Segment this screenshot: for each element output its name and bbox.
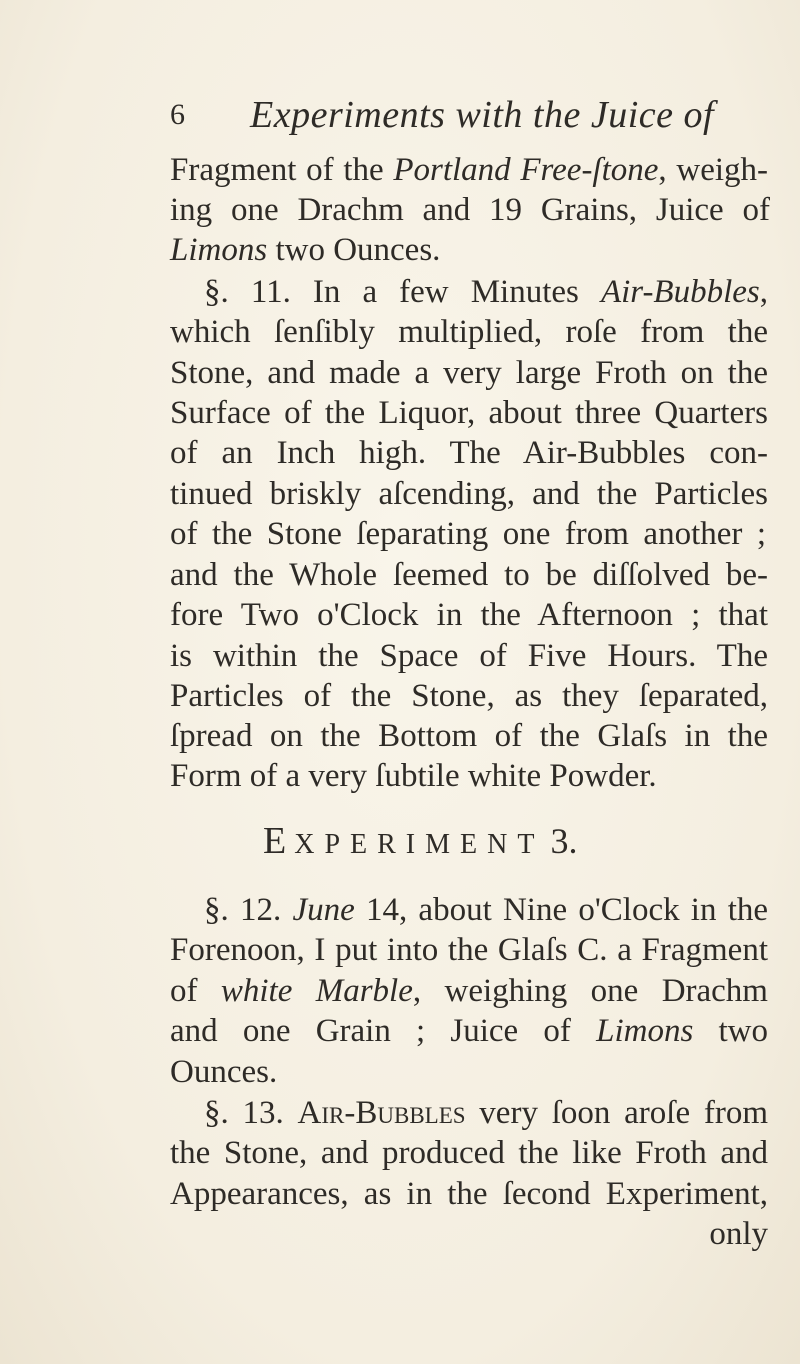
italic-span: white Marble [220, 973, 413, 1009]
text-line [170, 230, 770, 270]
text-span: , [759, 274, 768, 310]
text-span: very ſoon aroſe from [465, 1095, 769, 1131]
text-span: 14, about Nine o'Clock in the [354, 892, 769, 928]
text-span: §. 12. [204, 892, 293, 928]
page-number: 6 [170, 98, 185, 131]
text-span: §. 11. In a few Minutes [204, 274, 601, 310]
text-line: ſpread on the Bottom of the Glaſs in the [170, 718, 768, 754]
text-line: Surface of the Liquor, about three Quarters [170, 395, 768, 431]
text-line: the Stone, and produced the like Froth and [170, 1135, 768, 1171]
text-line: ing one Drachm and 19 Grains, Juice of [170, 192, 770, 228]
text-line: of the Stone ſeparating one from another ; [170, 516, 766, 552]
italic-span: Limons [596, 1013, 694, 1049]
text-line [204, 890, 768, 930]
text-line: is within the Space of Five Hours. The [170, 638, 768, 674]
text-span: two Ounces. [267, 232, 441, 268]
text-line [170, 971, 768, 1011]
text-span: two [693, 1013, 768, 1049]
text-line [204, 1093, 768, 1133]
text-line: and the Whole ſeemed to be diſſolved be- [170, 557, 768, 593]
text-span: §. 13. [204, 1095, 298, 1131]
text-line: Form of a very ſubtile white Powder. [170, 758, 657, 794]
italic-span: Air-Bubbles [600, 274, 760, 310]
text-span: of [170, 973, 221, 1009]
text-line: of an Inch high. The Air-Bubbles con- [170, 435, 768, 471]
text-span: , weigh- [658, 152, 768, 188]
heading-initial: E [263, 820, 295, 862]
text-span: , weighing one Drachm [412, 973, 768, 1009]
italic-span: Limons [170, 232, 268, 268]
text-line: which ſenſibly multiplied, roſe from the [170, 314, 768, 350]
running-head-title: Experiments with the Juice of [250, 94, 715, 136]
text-line: Particles of the Stone, as they ſeparated, [170, 678, 768, 714]
text-line: tinued briskly aſcending, and the Particles [170, 476, 768, 512]
text-line [170, 1011, 768, 1051]
catchword: only [709, 1216, 768, 1252]
text-span: and one Grain ; Juice of [170, 1013, 597, 1049]
text-span: Fragment of the [170, 152, 394, 188]
heading-number: 3. [550, 821, 578, 861]
section-heading [263, 818, 583, 864]
text-line: Ounces. [170, 1054, 278, 1090]
text-line: Stone, and made a very large Froth on the [170, 355, 768, 391]
running-head [170, 90, 770, 140]
text-line: Appearances, as in the ſecond Experiment, [170, 1176, 768, 1212]
text-line: Forenoon, I put into the Glaſs C. a Fragment [170, 932, 768, 968]
text-line: fore Two o'Clock in the Afternoon ; that [170, 597, 768, 633]
text-line [204, 272, 768, 312]
italic-span: June [292, 892, 355, 928]
italic-span: Portland Free-ſtone [393, 152, 659, 188]
small-caps-span: Air-Bubbles [297, 1095, 466, 1131]
heading-rest: XPERIMENT [294, 829, 545, 860]
text-line [170, 150, 768, 190]
